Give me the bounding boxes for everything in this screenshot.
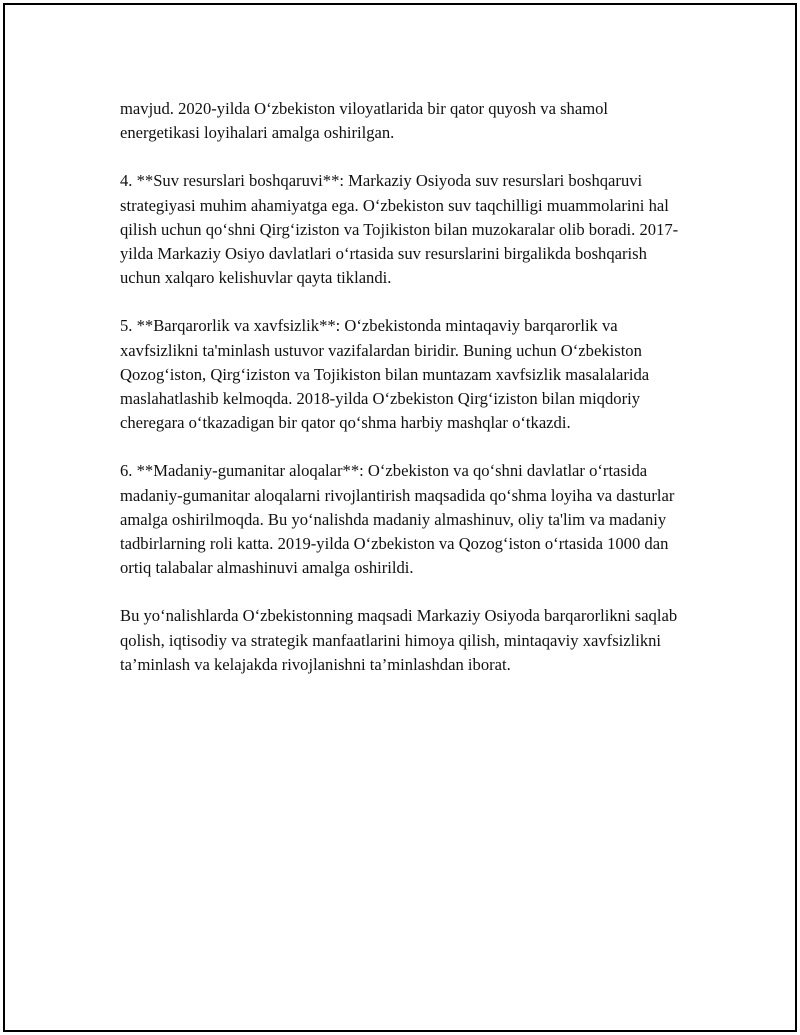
paragraph-conclusion: Bu yo‘nalishlarda O‘zbekistonning maqsadi Markaziy Osiyoda barqarorlikni saqlab qolish, iqtisodiy va strategik manfaatlarini himoya qilish, mintaqaviy xavfsizlikni ta’minlash va kelajakda rivojlanishni ta’minlashdan iborat. (120, 606, 678, 674)
paragraph-energy-continuation: mavjud. 2020-yilda O‘zbekiston viloyatlarida bir qator quyosh va shamol energetikasi loyihalari amalga oshirilgan. (120, 99, 609, 143)
paragraph-stability-security: 5. **Barqarorlik va xavfsizlik**: O‘zbekistonda mintaqaviy barqarorlik va xavfsizlikni ta'minlash ustuvor vazifalardan biridir. Buning uchun O‘zbekiston Qozog‘iston, Qirg‘iziston va Tojikiston bilan muntazam xavfsizlik masalalarida maslahatlashib kelmoqda. 2018-yilda O‘zbekiston Qirg‘iziston bilan miqdoriy cheregara o‘tkazadigan bir qator qo‘shma harbiy mashqlar o‘tkazdi. (120, 316, 650, 433)
document-page (3, 3, 797, 1032)
document-body (120, 97, 680, 701)
paragraph-cultural-relations: 6. **Madaniy-gumanitar aloqalar**: O‘zbekiston va qo‘shni davlatlar o‘rtasida madaniy-gumanitar aloqalarni rivojlantirish maqsadida qo‘shma loyiha va dasturlar amalga oshirilmoqda. Bu yo‘nalishda madaniy almashinuv, oliy ta'lim va madaniy tadbirlarning roli katta. 2019-yilda O‘zbekiston va Qozog‘iston o‘rtasida 1000 dan ortiq talabalar almashinuvi amalga oshirildi. (120, 461, 675, 578)
paragraph-water-resources: 4. **Suv resurslari boshqaruvi**: Markaziy Osiyoda suv resurslari boshqaruvi strategiyasi muhim ahamiyatga ega. O‘zbekiston suv taqchilligi muammolarini hal qilish uchun qo‘shni Qirg‘iziston va Tojikiston bilan muzokaralar olib boradi. 2017-yilda Markaziy Osiyo davlatlari o‘rtasida suv resurslarini birgalikda boshqarish uchun xalqaro kelishuvlar qayta tiklandi. (120, 171, 679, 288)
